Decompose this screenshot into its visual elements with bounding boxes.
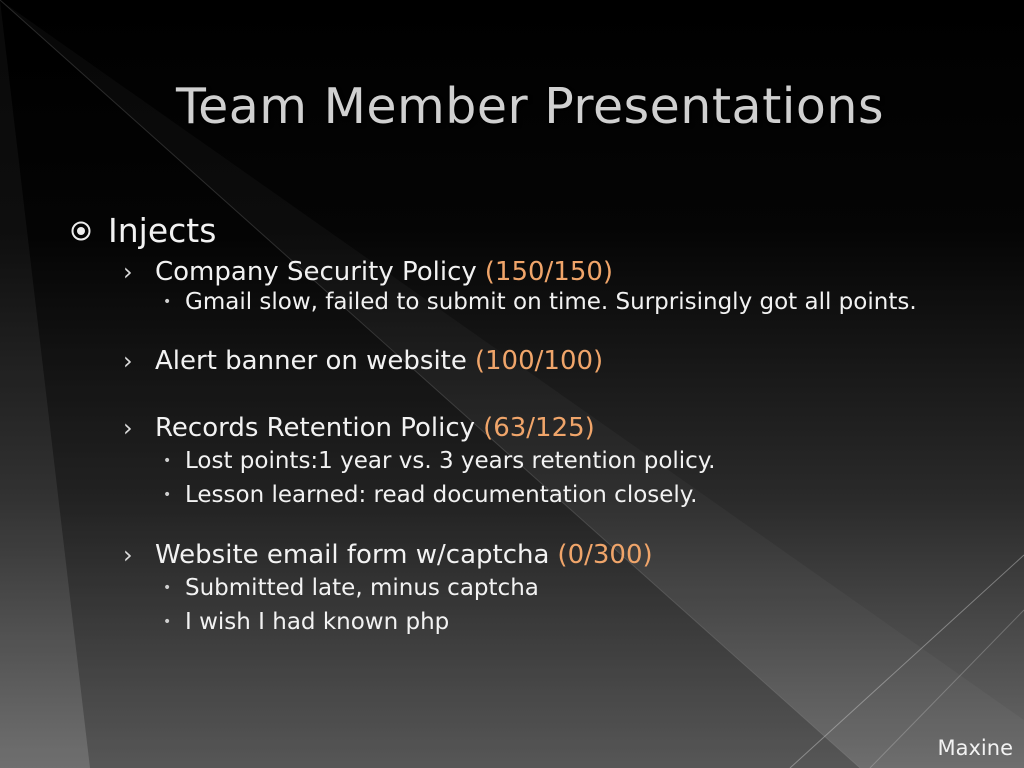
item-label: Records Retention Policy — [155, 413, 476, 443]
level1-item — [70, 210, 970, 252]
bullet-dot-icon: • — [163, 614, 172, 630]
presenter-name: Maxine — [937, 736, 1013, 760]
level3-item — [163, 288, 943, 316]
chevron-right-icon: › — [123, 258, 133, 286]
level3-item — [163, 574, 943, 602]
note-text: Lost points:1 year vs. 3 years retention policy. — [185, 448, 716, 474]
bullet-dot-icon: • — [163, 580, 172, 596]
level2-item — [123, 412, 970, 444]
item-label: Alert banner on website — [155, 346, 467, 376]
note-text: Lesson learned: read documentation closely. — [185, 482, 698, 508]
item-label: Company Security Policy — [155, 257, 477, 287]
chevron-right-icon: › — [123, 541, 133, 569]
item-score: (150/150) — [484, 257, 614, 287]
note-text: Gmail slow, failed to submit on time. Surprisingly got all points. — [185, 289, 917, 315]
item-score: (0/300) — [557, 540, 653, 570]
bullet-dot-icon: • — [163, 487, 172, 503]
level3-item — [163, 481, 943, 509]
chevron-right-icon: › — [123, 347, 133, 375]
chevron-right-icon: › — [123, 414, 133, 442]
slide-title: Team Member Presentations — [176, 78, 884, 135]
level1-heading: Injects — [108, 211, 217, 250]
level2-item — [123, 256, 970, 288]
item-score: (63/125) — [483, 413, 595, 443]
bullet-dot-icon: • — [163, 453, 172, 469]
item-score: (100/100) — [474, 346, 604, 376]
item-label: Website email form w/captcha — [155, 540, 550, 570]
note-text: I wish I had known php — [185, 609, 450, 635]
bullet-list — [70, 210, 970, 636]
bullet-dot-icon: • — [163, 294, 172, 310]
note-text: Submitted late, minus captcha — [185, 575, 539, 601]
level3-item — [163, 447, 943, 475]
level2-item — [123, 539, 970, 571]
level3-item — [163, 608, 943, 636]
level2-item — [123, 345, 970, 377]
circle-target-icon — [70, 220, 108, 242]
